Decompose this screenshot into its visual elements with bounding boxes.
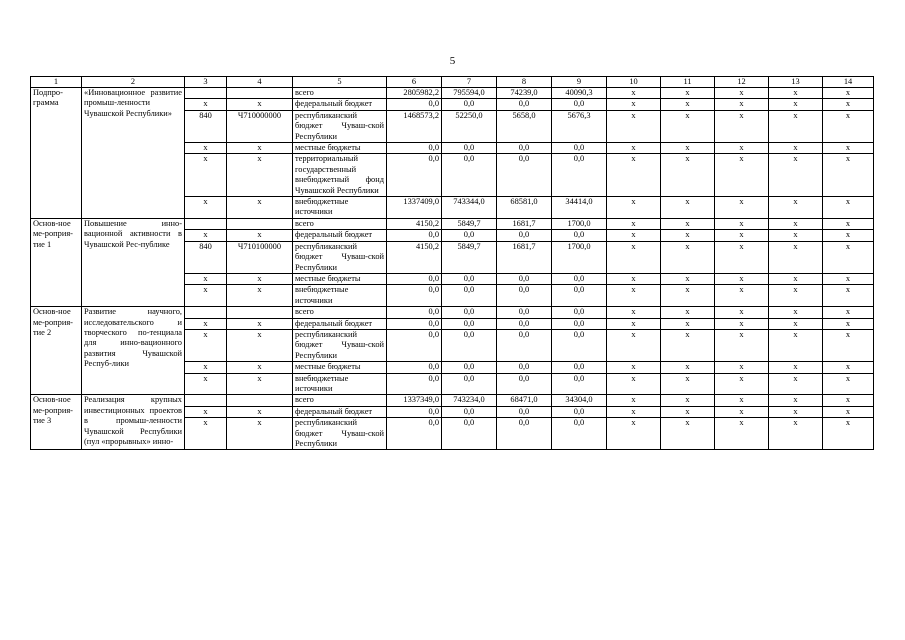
value-col-10: х xyxy=(607,143,661,154)
section-name: «Инновационное развитие промыш-ленности Чувашской Республики» xyxy=(82,88,185,219)
header-cell-6: 6 xyxy=(387,77,442,88)
value-col-6: 0,0 xyxy=(387,307,442,318)
grbs-code: х xyxy=(185,197,227,219)
value-col-9: 0,0 xyxy=(552,230,607,241)
grbs-code xyxy=(185,307,227,318)
value-col-10: х xyxy=(607,88,661,99)
grbs-code: х xyxy=(185,373,227,395)
table-row xyxy=(31,88,874,99)
value-col-13: х xyxy=(769,307,823,318)
value-col-14: х xyxy=(823,230,874,241)
header-cell-7: 7 xyxy=(442,77,497,88)
funding-source: местные бюджеты xyxy=(293,273,387,284)
value-col-6: 0,0 xyxy=(387,99,442,110)
value-col-7: 0,0 xyxy=(442,406,497,417)
value-col-10: х xyxy=(607,395,661,406)
page-number: 5 xyxy=(449,55,456,67)
value-col-6: 0,0 xyxy=(387,418,442,450)
value-col-7: 0,0 xyxy=(442,143,497,154)
value-col-11: х xyxy=(661,285,715,307)
target-article-code: х xyxy=(227,273,293,284)
value-col-9: 0,0 xyxy=(552,99,607,110)
value-col-7: 0,0 xyxy=(442,285,497,307)
value-col-12: х xyxy=(715,307,769,318)
value-col-7: 0,0 xyxy=(442,362,497,373)
funding-source: федеральный бюджет xyxy=(293,406,387,417)
header-row xyxy=(31,77,874,88)
value-col-6: 0,0 xyxy=(387,230,442,241)
target-article-code: х xyxy=(227,197,293,219)
value-col-14: х xyxy=(823,154,874,197)
header-cell-8: 8 xyxy=(497,77,552,88)
value-col-13: х xyxy=(769,88,823,99)
value-col-8: 0,0 xyxy=(497,373,552,395)
header-cell-10: 10 xyxy=(607,77,661,88)
value-col-10: х xyxy=(607,154,661,197)
value-col-13: х xyxy=(769,285,823,307)
value-col-12: х xyxy=(715,285,769,307)
value-col-10: х xyxy=(607,285,661,307)
value-col-9: 34304,0 xyxy=(552,395,607,406)
value-col-7: 0,0 xyxy=(442,99,497,110)
value-col-11: х xyxy=(661,154,715,197)
value-col-12: х xyxy=(715,230,769,241)
value-col-14: х xyxy=(823,197,874,219)
funding-source: внебюджетные источники xyxy=(293,373,387,395)
header-cell-5: 5 xyxy=(293,77,387,88)
header-cell-3: 3 xyxy=(185,77,227,88)
grbs-code: 840 xyxy=(185,241,227,273)
value-col-6: 4150,2 xyxy=(387,218,442,229)
value-col-8: 0,0 xyxy=(497,99,552,110)
funding-source: территориальный государственный внебюджетный фонд Чувашской Республики xyxy=(293,154,387,197)
target-article-code: х xyxy=(227,99,293,110)
value-col-6: 4150,2 xyxy=(387,241,442,273)
value-col-9: 0,0 xyxy=(552,154,607,197)
grbs-code: х xyxy=(185,273,227,284)
value-col-10: х xyxy=(607,318,661,329)
value-col-13: х xyxy=(769,230,823,241)
funding-source: федеральный бюджет xyxy=(293,318,387,329)
funding-source: всего xyxy=(293,88,387,99)
value-col-12: х xyxy=(715,143,769,154)
grbs-code: х xyxy=(185,362,227,373)
value-col-13: х xyxy=(769,329,823,361)
funding-source: республиканский бюджет Чуваш-ской Республики xyxy=(293,329,387,361)
target-article-code xyxy=(227,88,293,99)
value-col-7: 52250,0 xyxy=(442,110,497,142)
section-label: Основ-ное ме-роприя-тие 3 xyxy=(31,395,82,450)
target-article-code: х xyxy=(227,406,293,417)
value-col-7: 743344,0 xyxy=(442,197,497,219)
value-col-9: 0,0 xyxy=(552,273,607,284)
value-col-11: х xyxy=(661,373,715,395)
value-col-10: х xyxy=(607,273,661,284)
value-col-14: х xyxy=(823,362,874,373)
value-col-14: х xyxy=(823,329,874,361)
value-col-6: 0,0 xyxy=(387,329,442,361)
section-name: Развитие научного, исследовательского и творческого по-тенциала для инно-вационного развития Чувашской Респуб-лики xyxy=(82,307,185,395)
target-article-code: х xyxy=(227,418,293,450)
value-col-13: х xyxy=(769,99,823,110)
value-col-8: 0,0 xyxy=(497,143,552,154)
value-col-8: 0,0 xyxy=(497,329,552,361)
target-article-code: х xyxy=(227,373,293,395)
target-article-code: х xyxy=(227,318,293,329)
grbs-code: х xyxy=(185,143,227,154)
value-col-12: х xyxy=(715,154,769,197)
table-row xyxy=(31,395,874,406)
grbs-code: х xyxy=(185,230,227,241)
value-col-13: х xyxy=(769,197,823,219)
grbs-code: х xyxy=(185,285,227,307)
value-col-8: 0,0 xyxy=(497,154,552,197)
value-col-6: 0,0 xyxy=(387,154,442,197)
funding-source: всего xyxy=(293,307,387,318)
value-col-8: 0,0 xyxy=(497,362,552,373)
value-col-13: х xyxy=(769,362,823,373)
header-cell-4: 4 xyxy=(227,77,293,88)
grbs-code: х xyxy=(185,318,227,329)
value-col-10: х xyxy=(607,230,661,241)
value-col-7: 795594,0 xyxy=(442,88,497,99)
value-col-7: 0,0 xyxy=(442,329,497,361)
value-col-13: х xyxy=(769,418,823,450)
value-col-9: 0,0 xyxy=(552,406,607,417)
value-col-8: 0,0 xyxy=(497,273,552,284)
value-col-10: х xyxy=(607,373,661,395)
value-col-8: 74239,0 xyxy=(497,88,552,99)
value-col-11: х xyxy=(661,318,715,329)
value-col-14: х xyxy=(823,143,874,154)
value-col-8: 0,0 xyxy=(497,318,552,329)
section-label: Подпро-грамма xyxy=(31,88,82,219)
value-col-7: 743234,0 xyxy=(442,395,497,406)
value-col-13: х xyxy=(769,110,823,142)
value-col-11: х xyxy=(661,329,715,361)
value-col-9: 0,0 xyxy=(552,318,607,329)
value-col-13: х xyxy=(769,273,823,284)
funding-source: местные бюджеты xyxy=(293,143,387,154)
value-col-13: х xyxy=(769,154,823,197)
funding-source: федеральный бюджет xyxy=(293,99,387,110)
value-col-7: 0,0 xyxy=(442,154,497,197)
value-col-10: х xyxy=(607,241,661,273)
value-col-13: х xyxy=(769,143,823,154)
value-col-12: х xyxy=(715,406,769,417)
value-col-11: х xyxy=(661,230,715,241)
value-col-14: х xyxy=(823,241,874,273)
value-col-14: х xyxy=(823,373,874,395)
header-cell-12: 12 xyxy=(715,77,769,88)
funding-source: республиканский бюджет Чуваш-ской Республики xyxy=(293,418,387,450)
value-col-11: х xyxy=(661,362,715,373)
value-col-11: х xyxy=(661,395,715,406)
value-col-12: х xyxy=(715,329,769,361)
value-col-9: 40090,3 xyxy=(552,88,607,99)
value-col-8: 5658,0 xyxy=(497,110,552,142)
grbs-code: х xyxy=(185,329,227,361)
table-row xyxy=(31,307,874,318)
value-col-11: х xyxy=(661,418,715,450)
value-col-8: 0,0 xyxy=(497,418,552,450)
value-col-14: х xyxy=(823,218,874,229)
value-col-8: 1681,7 xyxy=(497,218,552,229)
value-col-11: х xyxy=(661,406,715,417)
value-col-13: х xyxy=(769,241,823,273)
value-col-12: х xyxy=(715,88,769,99)
grbs-code xyxy=(185,88,227,99)
value-col-10: х xyxy=(607,99,661,110)
value-col-12: х xyxy=(715,110,769,142)
grbs-code xyxy=(185,218,227,229)
target-article-code: х xyxy=(227,143,293,154)
value-col-7: 0,0 xyxy=(442,230,497,241)
value-col-9: 1700,0 xyxy=(552,241,607,273)
target-article-code: х xyxy=(227,329,293,361)
value-col-11: х xyxy=(661,218,715,229)
value-col-11: х xyxy=(661,273,715,284)
grbs-code: х xyxy=(185,154,227,197)
value-col-13: х xyxy=(769,373,823,395)
section-label: Основ-ное ме-роприя-тие 1 xyxy=(31,218,82,306)
target-article-code: х xyxy=(227,362,293,373)
value-col-10: х xyxy=(607,110,661,142)
value-col-12: х xyxy=(715,418,769,450)
value-col-11: х xyxy=(661,241,715,273)
value-col-7: 0,0 xyxy=(442,273,497,284)
value-col-6: 1337409,0 xyxy=(387,197,442,219)
value-col-14: х xyxy=(823,273,874,284)
value-col-8: 0,0 xyxy=(497,307,552,318)
funding-source: республиканский бюджет Чуваш-ской Республики xyxy=(293,241,387,273)
value-col-6: 0,0 xyxy=(387,406,442,417)
value-col-11: х xyxy=(661,99,715,110)
value-col-6: 1468573,2 xyxy=(387,110,442,142)
table-row xyxy=(31,218,874,229)
header-cell-13: 13 xyxy=(769,77,823,88)
value-col-12: х xyxy=(715,241,769,273)
value-col-14: х xyxy=(823,99,874,110)
target-article-code: Ч710000000 xyxy=(227,110,293,142)
value-col-12: х xyxy=(715,373,769,395)
value-col-8: 68581,0 xyxy=(497,197,552,219)
target-article-code: х xyxy=(227,154,293,197)
section-name: Реализация крупных инвестиционных проектов в промыш-ленности Чувашской Республики (пул «прорывных» инно- xyxy=(82,395,185,450)
value-col-11: х xyxy=(661,88,715,99)
value-col-13: х xyxy=(769,318,823,329)
value-col-12: х xyxy=(715,197,769,219)
value-col-8: 0,0 xyxy=(497,230,552,241)
value-col-9: 0,0 xyxy=(552,285,607,307)
value-col-7: 5849,7 xyxy=(442,218,497,229)
grbs-code xyxy=(185,395,227,406)
value-col-12: х xyxy=(715,99,769,110)
value-col-10: х xyxy=(607,329,661,361)
value-col-6: 0,0 xyxy=(387,143,442,154)
value-col-8: 1681,7 xyxy=(497,241,552,273)
value-col-10: х xyxy=(607,218,661,229)
value-col-11: х xyxy=(661,143,715,154)
section-name: Повышение инно-вационной активности в Чувашской Рес-публике xyxy=(82,218,185,306)
value-col-13: х xyxy=(769,395,823,406)
header-cell-1: 1 xyxy=(31,77,82,88)
grbs-code: х xyxy=(185,418,227,450)
funding-source: внебюджетные источники xyxy=(293,285,387,307)
value-col-6: 2805982,2 xyxy=(387,88,442,99)
value-col-10: х xyxy=(607,307,661,318)
value-col-13: х xyxy=(769,406,823,417)
value-col-14: х xyxy=(823,406,874,417)
value-col-7: 0,0 xyxy=(442,373,497,395)
header-cell-11: 11 xyxy=(661,77,715,88)
value-col-13: х xyxy=(769,218,823,229)
value-col-10: х xyxy=(607,406,661,417)
value-col-9: 0,0 xyxy=(552,329,607,361)
value-col-9: 5676,3 xyxy=(552,110,607,142)
value-col-14: х xyxy=(823,307,874,318)
value-col-9: 0,0 xyxy=(552,362,607,373)
value-col-14: х xyxy=(823,395,874,406)
target-article-code xyxy=(227,307,293,318)
header-cell-14: 14 xyxy=(823,77,874,88)
value-col-12: х xyxy=(715,362,769,373)
value-col-14: х xyxy=(823,318,874,329)
value-col-10: х xyxy=(607,362,661,373)
value-col-12: х xyxy=(715,318,769,329)
value-col-9: 0,0 xyxy=(552,373,607,395)
value-col-9: 0,0 xyxy=(552,143,607,154)
target-article-code: х xyxy=(227,285,293,307)
grbs-code: х xyxy=(185,99,227,110)
value-col-12: х xyxy=(715,273,769,284)
value-col-6: 0,0 xyxy=(387,285,442,307)
value-col-12: х xyxy=(715,395,769,406)
financing-table xyxy=(30,76,874,450)
value-col-14: х xyxy=(823,110,874,142)
target-article-code xyxy=(227,218,293,229)
value-col-6: 0,0 xyxy=(387,373,442,395)
section-label: Основ-ное ме-роприя-тие 2 xyxy=(31,307,82,395)
grbs-code: х xyxy=(185,406,227,417)
value-col-6: 0,0 xyxy=(387,273,442,284)
funding-source: республиканский бюджет Чуваш-ской Республики xyxy=(293,110,387,142)
target-article-code: Ч710100000 xyxy=(227,241,293,273)
value-col-11: х xyxy=(661,307,715,318)
value-col-7: 0,0 xyxy=(442,318,497,329)
funding-source: всего xyxy=(293,395,387,406)
target-article-code: х xyxy=(227,230,293,241)
value-col-9: 1700,0 xyxy=(552,218,607,229)
value-col-14: х xyxy=(823,285,874,307)
header-cell-9: 9 xyxy=(552,77,607,88)
value-col-12: х xyxy=(715,218,769,229)
value-col-8: 0,0 xyxy=(497,406,552,417)
value-col-10: х xyxy=(607,197,661,219)
value-col-9: 0,0 xyxy=(552,307,607,318)
value-col-8: 0,0 xyxy=(497,285,552,307)
value-col-9: 34414,0 xyxy=(552,197,607,219)
value-col-14: х xyxy=(823,88,874,99)
header-cell-2: 2 xyxy=(82,77,185,88)
value-col-14: х xyxy=(823,418,874,450)
target-article-code xyxy=(227,395,293,406)
value-col-11: х xyxy=(661,110,715,142)
value-col-10: х xyxy=(607,418,661,450)
value-col-8: 68471,0 xyxy=(497,395,552,406)
grbs-code: 840 xyxy=(185,110,227,142)
value-col-7: 0,0 xyxy=(442,307,497,318)
value-col-7: 5849,7 xyxy=(442,241,497,273)
funding-source: внебюджетные источники xyxy=(293,197,387,219)
value-col-9: 0,0 xyxy=(552,418,607,450)
value-col-6: 0,0 xyxy=(387,362,442,373)
value-col-6: 0,0 xyxy=(387,318,442,329)
funding-source: всего xyxy=(293,218,387,229)
value-col-6: 1337349,0 xyxy=(387,395,442,406)
value-col-11: х xyxy=(661,197,715,219)
funding-source: местные бюджеты xyxy=(293,362,387,373)
funding-source: федеральный бюджет xyxy=(293,230,387,241)
value-col-7: 0,0 xyxy=(442,418,497,450)
